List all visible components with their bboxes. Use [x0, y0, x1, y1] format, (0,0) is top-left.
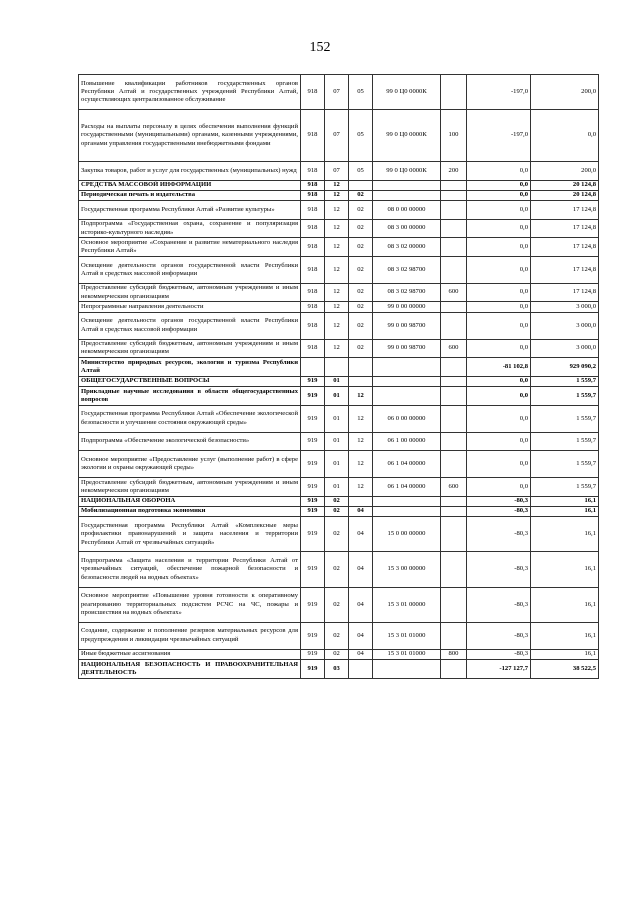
cell-amount-total: 1 559,7 [531, 405, 599, 432]
cell-subsection-code: 02 [349, 283, 373, 302]
cell-ministry-code: 918 [301, 110, 325, 162]
cell-ministry-code: 918 [301, 219, 325, 238]
cell-subsection-code: 02 [349, 238, 373, 257]
table-row [79, 283, 599, 302]
cell-amount-total: 16,1 [531, 506, 599, 516]
cell-expense-type [441, 190, 467, 200]
cell-amount-change: 0,0 [467, 432, 531, 451]
cell-ministry-code: 919 [301, 552, 325, 587]
cell-subsection-code: 02 [349, 219, 373, 238]
cell-ministry-code: 918 [301, 256, 325, 283]
cell-amount-change: -80,3 [467, 552, 531, 587]
cell-expense-type [441, 312, 467, 339]
cell-section-code: 12 [325, 312, 349, 339]
cell-name: Повышение квалификации работников государственных органов Республики Алтай и государственных учреждений Республики Алтай, осуществляющих централизованное обслуживание [79, 75, 301, 110]
cell-name: Подпрограмма «Обеспечение экологической безопасности» [79, 432, 301, 451]
cell-section-code: 02 [325, 496, 349, 506]
cell-expense-type [441, 405, 467, 432]
cell-ministry-code: 919 [301, 451, 325, 478]
cell-amount-total: 20 124,8 [531, 190, 599, 200]
cell-ministry-code: 919 [301, 517, 325, 552]
cell-name: Подпрограмма «Защита населения и территории Республики Алтай от чрезвычайных ситуаций, обеспечение пожарной безопасности и безопасности людей на водных объектах» [79, 552, 301, 587]
cell-subsection-code: 04 [349, 649, 373, 659]
cell-amount-change: 0,0 [467, 387, 531, 406]
cell-subsection-code: 05 [349, 110, 373, 162]
cell-ministry-code: 918 [301, 238, 325, 257]
cell-amount-change: 0,0 [467, 376, 531, 386]
cell-section-code: 07 [325, 161, 349, 180]
cell-name: Основное мероприятие «Повышение уровня готовности к оперативному реагированию территориальных подсистем РСЧС на ЧС, пожары и происшествия на водных объектах» [79, 587, 301, 622]
cell-subsection-code: 02 [349, 256, 373, 283]
cell-subsection-code: 12 [349, 451, 373, 478]
cell-expense-type [441, 256, 467, 283]
cell-amount-change: -81 102,8 [467, 358, 531, 377]
cell-amount-total: 1 559,7 [531, 451, 599, 478]
cell-ministry-code: 919 [301, 432, 325, 451]
cell-ministry-code: 918 [301, 201, 325, 220]
cell-target-article: 99 0 00 00000 [373, 302, 441, 312]
cell-ministry-code: 919 [301, 587, 325, 622]
cell-subsection-code: 12 [349, 432, 373, 451]
cell-expense-type [441, 180, 467, 190]
cell-target-article: 08 3 02 00000 [373, 238, 441, 257]
cell-target-article: 08 3 02 98700 [373, 256, 441, 283]
cell-amount-total: 3 000,0 [531, 312, 599, 339]
cell-target-article [373, 660, 441, 679]
cell-amount-total: 17 124,8 [531, 256, 599, 283]
cell-amount-change: -80,3 [467, 506, 531, 516]
cell-name: Периодическая печать и издательства [79, 190, 301, 200]
cell-amount-total: 20 124,8 [531, 180, 599, 190]
cell-amount-total: 16,1 [531, 552, 599, 587]
cell-expense-type [441, 376, 467, 386]
cell-name: Государственная программа Республики Алтай «Развитие культуры» [79, 201, 301, 220]
cell-subsection-code: 04 [349, 552, 373, 587]
cell-amount-change: -80,3 [467, 517, 531, 552]
cell-expense-type [441, 517, 467, 552]
cell-amount-change: -197,0 [467, 110, 531, 162]
cell-expense-type [441, 451, 467, 478]
cell-section-code: 02 [325, 649, 349, 659]
cell-amount-change: 0,0 [467, 312, 531, 339]
cell-expense-type [441, 75, 467, 110]
table-row [79, 496, 599, 506]
cell-section-code: 12 [325, 302, 349, 312]
cell-expense-type: 800 [441, 649, 467, 659]
cell-ministry-code: 918 [301, 339, 325, 358]
cell-target-article: 06 1 04 00000 [373, 451, 441, 478]
cell-target-article [373, 506, 441, 516]
cell-name: Основное мероприятие «Сохранение и развитие нематериального наследия Республики Алтай» [79, 238, 301, 257]
cell-name: Предоставление субсидий бюджетным, автономным учреждениям и иным некоммерческим организациям [79, 478, 301, 497]
cell-amount-total: 16,1 [531, 496, 599, 506]
cell-target-article: 99 0 Ц0 0000К [373, 75, 441, 110]
cell-target-article: 08 3 00 00000 [373, 219, 441, 238]
table-row [79, 506, 599, 516]
cell-amount-total: 1 559,7 [531, 478, 599, 497]
table-row [79, 451, 599, 478]
cell-name: Мобилизационная подготовка экономики [79, 506, 301, 516]
cell-name: Непрограммные направления деятельности [79, 302, 301, 312]
table-row [79, 517, 599, 552]
cell-name: ОБЩЕГОСУДАРСТВЕННЫЕ ВОПРОСЫ [79, 376, 301, 386]
cell-target-article: 15 0 00 00000 [373, 517, 441, 552]
cell-target-article: 06 0 00 00000 [373, 405, 441, 432]
cell-amount-change: 0,0 [467, 256, 531, 283]
cell-section-code: 12 [325, 201, 349, 220]
cell-amount-total: 17 124,8 [531, 283, 599, 302]
table-row [79, 180, 599, 190]
cell-ministry-code: 918 [301, 161, 325, 180]
cell-section-code: 12 [325, 180, 349, 190]
cell-name: Государственная программа Республики Алтай «Комплексные меры профилактики правонарушений и защита населения и территории Республики Алтай от чрезвычайных ситуаций» [79, 517, 301, 552]
cell-amount-total: 17 124,8 [531, 219, 599, 238]
cell-subsection-code: 04 [349, 622, 373, 649]
cell-target-article: 99 0 Ц0 0000К [373, 161, 441, 180]
cell-subsection-code: 12 [349, 405, 373, 432]
cell-expense-type [441, 238, 467, 257]
table-row [79, 339, 599, 358]
cell-section-code: 02 [325, 517, 349, 552]
cell-ministry-code: 918 [301, 180, 325, 190]
cell-section-code: 01 [325, 432, 349, 451]
cell-expense-type: 600 [441, 339, 467, 358]
cell-name: Основное мероприятие «Предоставление услуг (выполнение работ) в сфере экологии и охраны окружающей среды» [79, 451, 301, 478]
cell-section-code: 12 [325, 339, 349, 358]
cell-section-code: 12 [325, 283, 349, 302]
cell-expense-type [441, 201, 467, 220]
cell-target-article: 15 3 01 01000 [373, 649, 441, 659]
cell-target-article [373, 376, 441, 386]
cell-target-article: 08 0 00 00000 [373, 201, 441, 220]
table-row [79, 256, 599, 283]
cell-name: Закупка товаров, работ и услуг для государственных (муниципальных) нужд [79, 161, 301, 180]
cell-name: Министерство природных ресурсов, экологии и туризма Республики Алтай [79, 358, 301, 377]
cell-target-article [373, 358, 441, 377]
cell-section-code: 02 [325, 622, 349, 649]
cell-amount-change: 0,0 [467, 451, 531, 478]
cell-section-code: 12 [325, 190, 349, 200]
cell-section-code: 02 [325, 506, 349, 516]
table-row [79, 478, 599, 497]
cell-section-code: 01 [325, 376, 349, 386]
cell-ministry-code: 918 [301, 312, 325, 339]
cell-expense-type [441, 552, 467, 587]
cell-amount-change: -80,3 [467, 649, 531, 659]
cell-ministry-code: 918 [301, 302, 325, 312]
cell-ministry-code: 919 [301, 506, 325, 516]
cell-ministry-code: 919 [301, 478, 325, 497]
cell-amount-total: 16,1 [531, 622, 599, 649]
cell-amount-total: 17 124,8 [531, 201, 599, 220]
cell-amount-change: 0,0 [467, 180, 531, 190]
cell-ministry-code: 918 [301, 190, 325, 200]
cell-amount-change: -80,3 [467, 622, 531, 649]
cell-amount-change: 0,0 [467, 190, 531, 200]
cell-ministry-code: 918 [301, 283, 325, 302]
cell-section-code: 12 [325, 256, 349, 283]
cell-subsection-code: 05 [349, 75, 373, 110]
cell-target-article [373, 190, 441, 200]
cell-target-article: 99 0 00 98700 [373, 312, 441, 339]
cell-ministry-code: 919 [301, 376, 325, 386]
cell-amount-change: -80,3 [467, 496, 531, 506]
cell-subsection-code [349, 496, 373, 506]
table-row [79, 649, 599, 659]
cell-expense-type [441, 219, 467, 238]
cell-subsection-code [349, 180, 373, 190]
cell-target-article: 06 1 04 00000 [373, 478, 441, 497]
cell-expense-type [441, 358, 467, 377]
cell-target-article: 08 3 02 98700 [373, 283, 441, 302]
cell-amount-total: 200,0 [531, 75, 599, 110]
table-row [79, 201, 599, 220]
table-row [79, 358, 599, 377]
table-row [79, 312, 599, 339]
cell-name: Предоставление субсидий бюджетным, автономным учреждениям и иным некоммерческим организациям [79, 339, 301, 358]
cell-subsection-code: 04 [349, 587, 373, 622]
cell-section-code: 07 [325, 110, 349, 162]
cell-section-code: 01 [325, 405, 349, 432]
budget-table [78, 74, 599, 679]
cell-section-code: 07 [325, 75, 349, 110]
cell-expense-type: 600 [441, 283, 467, 302]
cell-amount-change: 0,0 [467, 238, 531, 257]
cell-expense-type [441, 302, 467, 312]
cell-subsection-code: 12 [349, 478, 373, 497]
table-row [79, 622, 599, 649]
table-row [79, 387, 599, 406]
cell-expense-type [441, 587, 467, 622]
cell-amount-total: 1 559,7 [531, 376, 599, 386]
table-row [79, 405, 599, 432]
cell-subsection-code [349, 358, 373, 377]
cell-ministry-code: 919 [301, 496, 325, 506]
cell-subsection-code: 12 [349, 387, 373, 406]
cell-ministry-code: 919 [301, 649, 325, 659]
cell-section-code [325, 358, 349, 377]
cell-expense-type [441, 496, 467, 506]
table-row [79, 376, 599, 386]
cell-target-article [373, 387, 441, 406]
cell-target-article: 15 3 00 00000 [373, 552, 441, 587]
table-row [79, 110, 599, 162]
cell-name: Освещение деятельности органов государственной власти Республики Алтай в средствах массовой информации [79, 312, 301, 339]
cell-amount-total: 0,0 [531, 110, 599, 162]
cell-ministry-code: 919 [301, 622, 325, 649]
cell-amount-total: 38 522,5 [531, 660, 599, 679]
cell-target-article: 99 0 Ц0 0000К [373, 110, 441, 162]
cell-expense-type [441, 506, 467, 516]
cell-amount-change: 0,0 [467, 339, 531, 358]
cell-subsection-code: 02 [349, 201, 373, 220]
cell-subsection-code: 02 [349, 302, 373, 312]
cell-ministry-code: 919 [301, 387, 325, 406]
cell-section-code: 01 [325, 387, 349, 406]
table-row [79, 190, 599, 200]
cell-amount-change: 0,0 [467, 478, 531, 497]
cell-expense-type: 100 [441, 110, 467, 162]
cell-amount-total: 3 000,0 [531, 339, 599, 358]
table-row [79, 432, 599, 451]
cell-amount-change: 0,0 [467, 283, 531, 302]
cell-target-article: 15 3 01 00000 [373, 587, 441, 622]
cell-section-code: 12 [325, 238, 349, 257]
cell-section-code: 01 [325, 451, 349, 478]
cell-subsection-code: 04 [349, 506, 373, 516]
cell-amount-change: 0,0 [467, 161, 531, 180]
cell-subsection-code: 02 [349, 190, 373, 200]
cell-name: Создание, содержание и пополнение резервов материальных ресурсов для предупреждения и ликвидации чрезвычайных ситуаций [79, 622, 301, 649]
cell-subsection-code: 04 [349, 517, 373, 552]
cell-name: Освещение деятельности органов государственной власти Республики Алтай в средствах массовой информации [79, 256, 301, 283]
cell-amount-total: 929 090,2 [531, 358, 599, 377]
cell-name: Подпрограмма «Государственная охрана, сохранение и популяризация историко-культурного наследия» [79, 219, 301, 238]
cell-name: Государственная программа Республики Алтай «Обеспечение экологической безопасности и улучшение состояния окружающей среды» [79, 405, 301, 432]
cell-expense-type [441, 660, 467, 679]
cell-amount-change: -127 127,7 [467, 660, 531, 679]
cell-expense-type [441, 387, 467, 406]
table-row [79, 161, 599, 180]
table-row [79, 302, 599, 312]
cell-amount-change: 0,0 [467, 201, 531, 220]
cell-amount-total: 1 559,7 [531, 432, 599, 451]
cell-target-article [373, 496, 441, 506]
cell-name: Прикладные научные исследования в области общегосударственных вопросов [79, 387, 301, 406]
cell-target-article: 06 1 00 00000 [373, 432, 441, 451]
cell-amount-change: -197,0 [467, 75, 531, 110]
cell-amount-change: -80,3 [467, 587, 531, 622]
page-number: 152 [309, 40, 331, 55]
cell-name: НАЦИОНАЛЬНАЯ ОБОРОНА [79, 496, 301, 506]
cell-ministry-code: 918 [301, 75, 325, 110]
cell-subsection-code: 02 [349, 339, 373, 358]
cell-expense-type [441, 622, 467, 649]
cell-expense-type: 200 [441, 161, 467, 180]
cell-amount-total: 16,1 [531, 649, 599, 659]
table-row [79, 75, 599, 110]
cell-name: Предоставление субсидий бюджетным, автономным учреждениям и иным некоммерческим организациям [79, 283, 301, 302]
table-row [79, 587, 599, 622]
cell-name: СРЕДСТВА МАССОВОЙ ИНФОРМАЦИИ [79, 180, 301, 190]
cell-amount-total: 1 559,7 [531, 387, 599, 406]
cell-amount-total: 200,0 [531, 161, 599, 180]
cell-name: Расходы на выплаты персоналу в целях обеспечения выполнения функций государственными (муниципальными) органами, казенными учреждениями, органами управления государственными внебюджетными фондами [79, 110, 301, 162]
cell-amount-total: 3 000,0 [531, 302, 599, 312]
cell-ministry-code: 919 [301, 405, 325, 432]
cell-ministry-code [301, 358, 325, 377]
cell-subsection-code: 02 [349, 312, 373, 339]
cell-amount-change: 0,0 [467, 405, 531, 432]
cell-subsection-code: 05 [349, 161, 373, 180]
table-row [79, 552, 599, 587]
table-row [79, 238, 599, 257]
cell-amount-total: 16,1 [531, 587, 599, 622]
cell-expense-type: 600 [441, 478, 467, 497]
cell-subsection-code [349, 376, 373, 386]
cell-amount-change: 0,0 [467, 302, 531, 312]
table-row [79, 219, 599, 238]
cell-target-article: 99 0 00 98700 [373, 339, 441, 358]
cell-amount-total: 16,1 [531, 517, 599, 552]
cell-section-code: 03 [325, 660, 349, 679]
cell-section-code: 02 [325, 552, 349, 587]
cell-expense-type [441, 432, 467, 451]
table-row [79, 660, 599, 679]
cell-section-code: 12 [325, 219, 349, 238]
cell-section-code: 01 [325, 478, 349, 497]
cell-name: Иные бюджетные ассигнования [79, 649, 301, 659]
cell-target-article [373, 180, 441, 190]
cell-ministry-code: 919 [301, 660, 325, 679]
cell-subsection-code [349, 660, 373, 679]
cell-section-code: 02 [325, 587, 349, 622]
cell-name: НАЦИОНАЛЬНАЯ БЕЗОПАСНОСТЬ И ПРАВООХРАНИТЕЛЬНАЯ ДЕЯТЕЛЬНОСТЬ [79, 660, 301, 679]
cell-amount-change: 0,0 [467, 219, 531, 238]
cell-amount-total: 17 124,8 [531, 238, 599, 257]
cell-target-article: 15 3 01 01000 [373, 622, 441, 649]
